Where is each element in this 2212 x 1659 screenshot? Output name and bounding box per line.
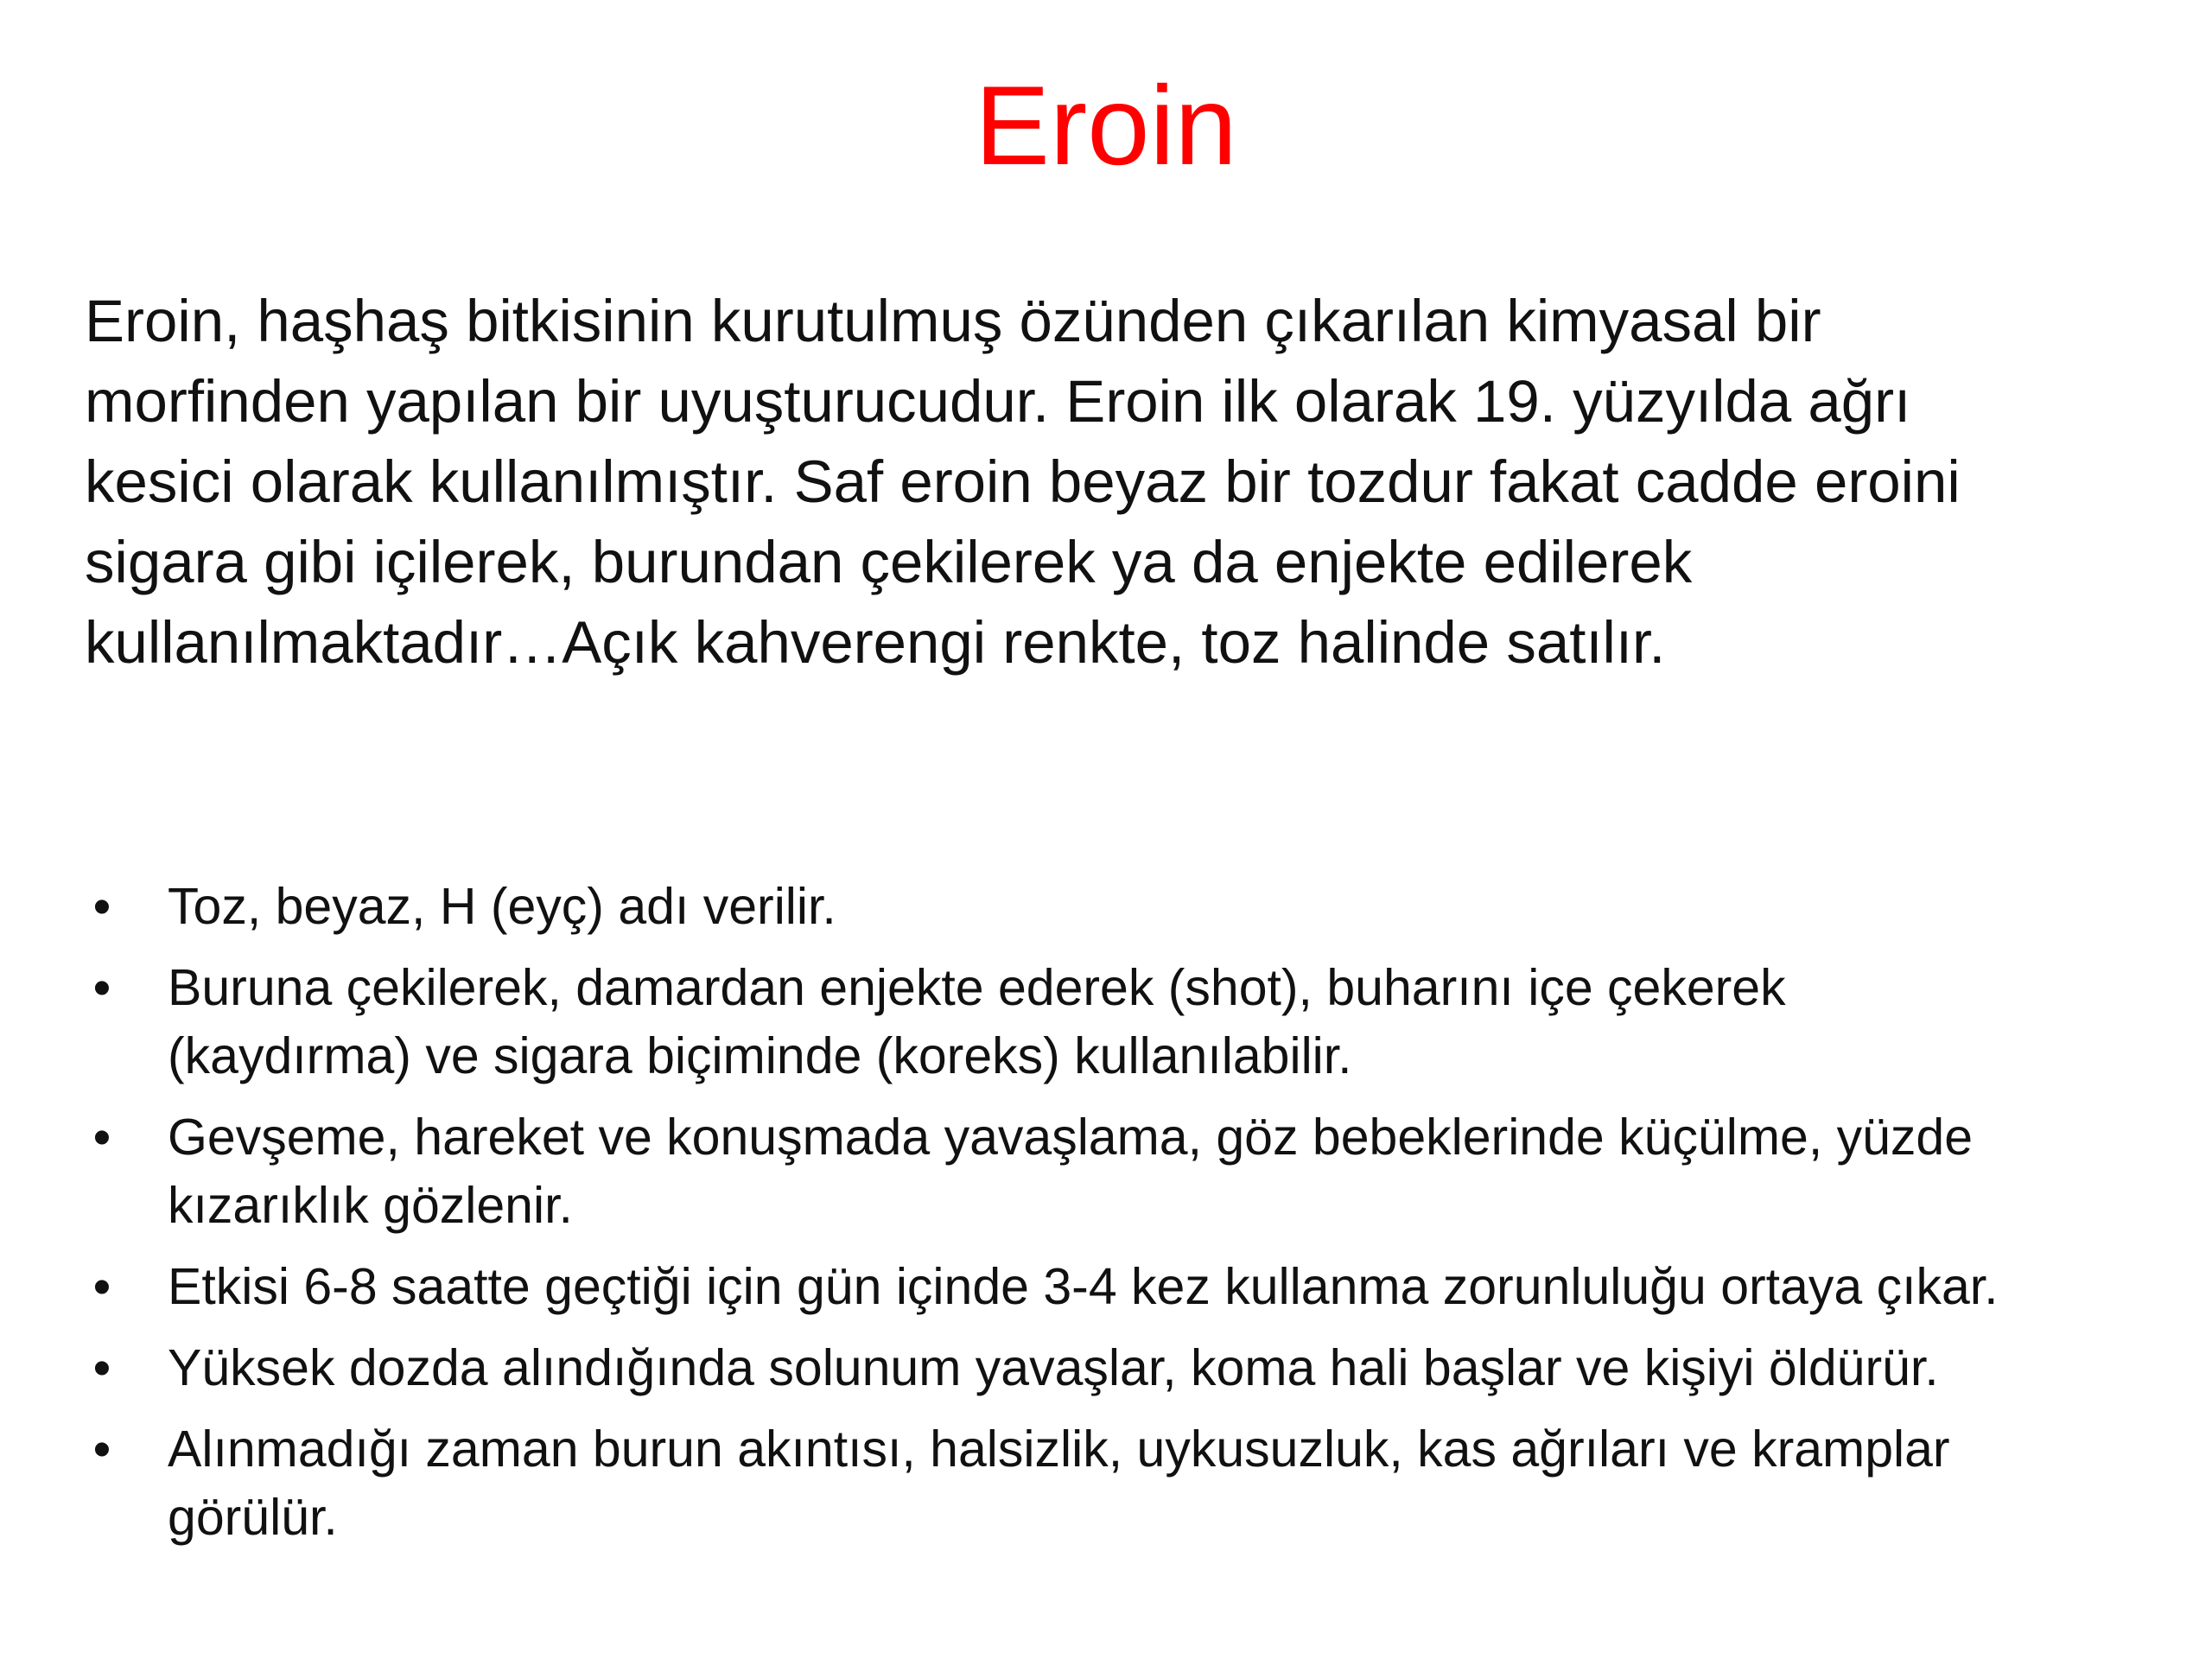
bullet-text: Gevşeme, hareket ve konuşmada yavaşlama, göz bebeklerinde küçülme, yüzde bbox=[168, 1109, 1974, 1166]
bullet-text: Toz, beyaz, H (eyç) adı verilir. bbox=[168, 878, 836, 935]
intro-paragraph bbox=[85, 281, 2193, 683]
bullet-icon: • bbox=[92, 1258, 111, 1315]
intro-line: sigara gibi içilerek, burundan çekilerek ya da enjekte edilerek bbox=[85, 529, 1693, 595]
list-item bbox=[85, 1103, 2193, 1240]
bullet-text: Etkisi 6-8 saatte geçtiği için gün içinde 3-4 kez kullanma zorunluluğu ortaya çıkar. bbox=[168, 1258, 1999, 1315]
bullet-text: Alınmadığı zaman burun akıntısı, halsizlik, uykusuzluk, kas ağrıları ve kramplar bbox=[168, 1421, 1950, 1478]
intro-line: morfinden yapılan bir uyuşturucudur. Eroin ilk olarak 19. yüzyılda ağrı bbox=[85, 368, 1911, 435]
intro-line: kullanılmaktadır…Açık kahverengi renkte, toz halinde satılır. bbox=[85, 609, 1666, 676]
intro-line: kesici olarak kullanılmıştır. Saf eroin beyaz bir tozdur fakat cadde eroini bbox=[85, 448, 1961, 515]
list-item bbox=[85, 1253, 2193, 1321]
slide-title: Eroin bbox=[975, 62, 1237, 188]
bullet-text: Yüksek dozda alındığında solunum yavaşlar, koma hali başlar ve kişiyi öldürür. bbox=[168, 1339, 1939, 1396]
bullet-icon: • bbox=[92, 878, 111, 935]
list-item bbox=[85, 1415, 2193, 1552]
bullet-text: Buruna çekilerek, damardan enjekte ederek (shot), buharını içe çekerek bbox=[168, 959, 1786, 1016]
bullet-text: görülür. bbox=[168, 1489, 338, 1546]
bullet-icon: • bbox=[92, 959, 111, 1016]
list-item bbox=[85, 873, 2193, 941]
intro-line: Eroin, haşhaş bitkisinin kurutulmuş özünden çıkarılan kimyasal bir bbox=[85, 288, 1821, 354]
list-item bbox=[85, 1334, 2193, 1402]
bullet-list bbox=[85, 873, 2193, 1565]
bullet-icon: • bbox=[92, 1339, 111, 1396]
bullet-icon: • bbox=[92, 1109, 111, 1166]
bullet-text: (kaydırma) ve sigara biçiminde (koreks) kullanılabilir. bbox=[168, 1027, 1352, 1084]
bullet-text: kızarıklık gözlenir. bbox=[168, 1177, 573, 1234]
list-item bbox=[85, 954, 2193, 1090]
bullet-icon: • bbox=[92, 1421, 111, 1478]
